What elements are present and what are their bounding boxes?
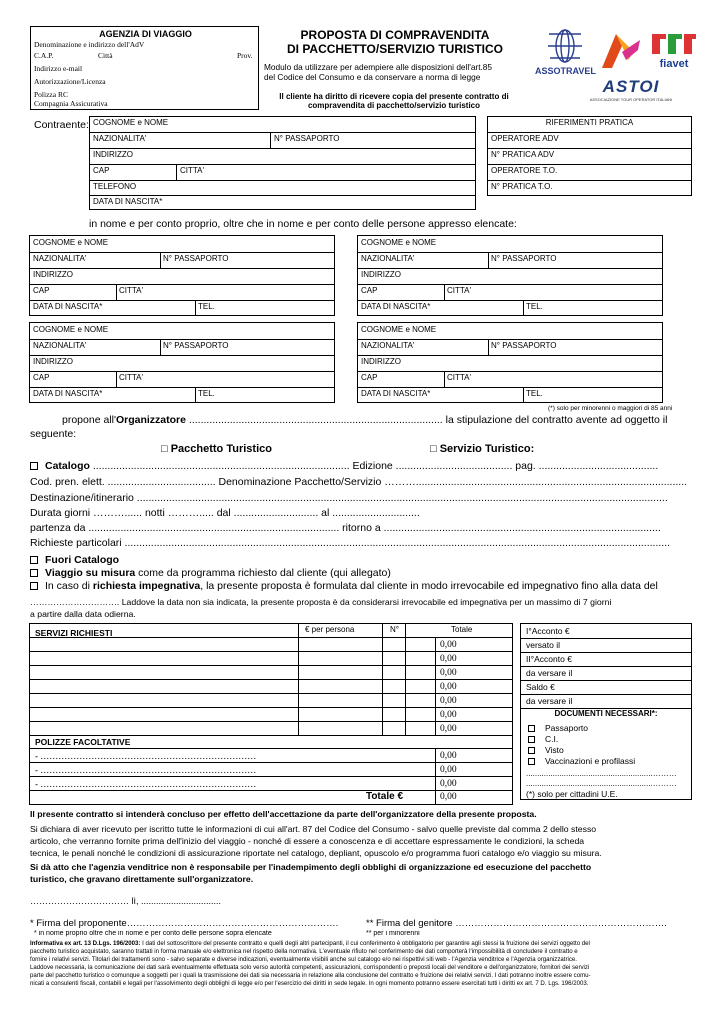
durata-line[interactable]: Durata giorni ………...... notti ………..... dal ............................. al .............................. <box>30 507 420 519</box>
person-cognome-field[interactable]: COGNOME e NOME <box>361 238 437 247</box>
astoi-subtext: ASSOCIAZIONE TOUR OPERATOR ITALIANI <box>589 97 673 102</box>
person-table <box>29 235 335 316</box>
riferimenti-operatore-adv[interactable]: OPERATORE ADV <box>491 134 559 143</box>
servizio-turistico-option[interactable]: □ Servizio Turistico: <box>430 443 535 455</box>
service-row-total[interactable]: 0,00 <box>440 682 457 692</box>
second-deposit-field[interactable]: II°Acconto € <box>526 654 572 664</box>
person-citta-field[interactable]: CITTA' <box>119 373 144 382</box>
riferimenti-title: RIFERIMENTI PRATICA <box>545 118 634 127</box>
agency-box <box>30 26 259 110</box>
docs-dots-1[interactable]: .........................................................……… <box>526 769 677 778</box>
person-table <box>357 322 663 403</box>
assotravel-logo <box>535 26 595 76</box>
services-col-price: € per persona <box>305 625 355 634</box>
contraente-passaporto-field[interactable]: N° PASSAPORTO <box>274 134 340 143</box>
person-tel-field[interactable]: TEL. <box>526 389 543 398</box>
astoi-text: ASTOI <box>602 77 660 96</box>
docs-note: (*) solo per cittadini U.E. <box>526 789 618 799</box>
contraente-table <box>89 116 476 210</box>
riferimenti-pratica-to[interactable]: N° PRATICA T.O. <box>491 182 553 191</box>
agency-insurer: Compagnia Assicurativa <box>34 99 108 108</box>
service-row-total[interactable]: 0,00 <box>440 668 457 678</box>
persons-intro: in nome e per conto proprio, oltre che in nome e per conto delle persone appresso elencate: <box>89 218 517 230</box>
service-row-total[interactable]: 0,00 <box>440 696 457 706</box>
person-nascita-field[interactable]: DATA DI NASCITA* <box>33 389 103 398</box>
contraente-nascita-field[interactable]: DATA DI NASCITA* <box>93 197 163 206</box>
fiavet-text: fiavet <box>659 58 689 70</box>
first-deposit-field[interactable]: I°Acconto € <box>526 626 570 636</box>
service-row-total[interactable]: 0,00 <box>440 710 457 720</box>
person-citta-field[interactable]: CITTA' <box>447 286 472 295</box>
header-text-2: del Codice del Consumo e da conservare a norma di legge <box>264 72 481 82</box>
policy-row-label[interactable]: - ……………………………………………………………… <box>35 765 257 775</box>
person-passaporto-field[interactable]: N° PASSAPORTO <box>163 341 229 350</box>
parent-signature-note: ** per i minorenni <box>366 930 420 937</box>
codpren-line[interactable]: Cod. pren. elett. ..................................... Denominazione Pacchetto/Servizio ………............................................................................................. <box>30 476 688 488</box>
riferimenti-pratica-adv[interactable]: N° PRATICA ADV <box>491 150 555 159</box>
person-nazionalita-field[interactable]: NAZIONALITA' <box>33 341 87 350</box>
data-line[interactable]: …………………………. Laddove la data non sia indicata, la presente proposta è da considerarsi irrevocabile ed impegnativa per un massimo di 7 giorni <box>30 597 612 607</box>
second-deposit-date-field[interactable]: da versare il <box>526 668 573 678</box>
policy-row-total[interactable]: 0,00 <box>440 779 457 789</box>
proposal-line-1: propone all'Organizzatore ....................................................................................... la stipulazione del contratto avente ad oggetto il <box>62 414 668 426</box>
balance-field[interactable]: Saldo € <box>526 682 555 692</box>
docs-title: DOCUMENTI NECESSARI*: <box>554 709 658 718</box>
grand-total-value[interactable]: 0,00 <box>440 792 457 802</box>
doc-item[interactable]: C.I. <box>525 733 691 744</box>
form-title-2: DI PACCHETTO/SERVIZIO TURISTICO <box>286 42 504 56</box>
services-col-n: N° <box>390 625 399 634</box>
person-cap-field[interactable]: CAP <box>33 286 50 295</box>
service-row-total[interactable]: 0,00 <box>440 724 457 734</box>
doc-item[interactable]: Vaccinazioni e profilassi <box>525 755 691 766</box>
proponent-signature-note: * in nome proprio oltre che in nome e per conto delle persone sopra elencate <box>34 930 272 937</box>
terms-p2-3: tecnica, le penali nonché le condizioni di assicurazione riportate nel catalogo, depliant, opuscolo e/o programma fuori catalogo e/o viaggio su misura. <box>30 848 602 858</box>
person-table <box>357 235 663 316</box>
agency-citta: Città <box>98 51 113 60</box>
balance-date-field[interactable]: da versare il <box>526 696 573 706</box>
doc-item[interactable]: Passaporto <box>525 722 691 733</box>
contraente-citta-field[interactable]: CITTA' <box>180 166 205 175</box>
terms-p3-1: Si dà atto che l'agenzia venditrice non è responsabile per l'inadempimento degli obblighi di organizzazione ed esecuzione del pacchetto <box>30 862 592 872</box>
person-passaporto-field[interactable]: N° PASSAPORTO <box>163 254 229 263</box>
parent-signature[interactable]: ** Firma del genitore …………………………………………………………. <box>366 918 667 929</box>
person-indirizzo-field[interactable]: INDIRIZZO <box>361 357 401 366</box>
proponent-signature[interactable]: * Firma del proponente…………………………………………………………. <box>30 918 339 929</box>
privacy-notice: Informativa ex art. 13 D.Lgs. 196/2003: I dati del sottoscrittore del presente contratto e quelli degli altri partecipanti, il cui conferimento è obbligatorio per garantire agli stessi la fruizione dei servizi oggetto del pacchetto turistico acquistato, saranno trattati in forma manuale e/o elettronica nel rispetto della normativa. L'eventuale rifiuto nel conferimento dei dati comporterà l'impossibilità di concludere il contratto e fornire i relativi servizi. Titolari dei trattamenti sono - salvo separate e diverse indicazioni, eventualmente visibili anche sul catalogo e/o nei rispettivi siti web - l'Agenzia venditrice e l'Agenzia organizzatrice. Laddove necessaria, la comunicazione dei dati sarà eventualmente effettuata solo verso autorità competenti, assicurazioni, corrispondenti o preposti locali del venditore e dell'organizzatore, fornitori dei servizi parte del pacchetto turistico o comunque a soggetti per i quali la trasmissione dei dati sia necessaria in relazione alla conclusione del contratto e fruizione dei relativi servizi. I dati potranno inoltre essere comu- nicati a consulenti fiscali, contabili e legali per l'assolvimento degli obblighi di legge e/o per l'esercizio dei diritti in sede legale. In ogni momento potranno essere esercitati tutti i diritti ex art. 7 D. Lgs. 196/2003. <box>30 940 591 987</box>
proposal-line-2: seguente: <box>30 428 77 440</box>
person-nascita-field[interactable]: DATA DI NASCITA* <box>33 302 103 311</box>
agency-license: Autorizzazione/Licenza <box>34 77 106 86</box>
astoi-logo <box>566 77 696 103</box>
assotravel-text: ASSOTRAVEL <box>535 66 596 76</box>
place-date-line[interactable]: …………………………… lì, ................................ <box>30 896 222 906</box>
viaggio-misura-line: Viaggio su misura come da programma richiesto dal cliente (qui allegato) <box>30 567 391 579</box>
person-nazionalita-field[interactable]: NAZIONALITA' <box>33 254 87 263</box>
fiavet-ribbon-logo <box>600 30 642 72</box>
service-row-total[interactable]: 0,00 <box>440 640 457 650</box>
riferimenti-table <box>487 116 692 196</box>
header-notice-1: Il cliente ha diritto di ricevere copia del presente contratto di <box>279 92 509 101</box>
contraente-cap-field[interactable]: CAP <box>93 166 110 175</box>
person-tel-field[interactable]: TEL. <box>198 302 215 311</box>
terms-p3-2: turistico, che gravano direttamente sull'organizzatore. <box>30 874 254 884</box>
viaggio-misura-checkbox[interactable] <box>30 569 38 577</box>
person-citta-field[interactable]: CITTA' <box>447 373 472 382</box>
services-col-total: Totale <box>451 625 473 634</box>
data-line-2: a partire dalla data odierna. <box>30 609 136 619</box>
services-table <box>29 623 513 805</box>
riferimenti-operatore-to[interactable]: OPERATORE T.O. <box>491 166 558 175</box>
terms-p1: Il presente contratto si intenderà concluso per effetto dell'accettazione da parte dell'organizzatore della presente proposta. <box>30 809 537 819</box>
person-cognome-field[interactable]: COGNOME e NOME <box>33 325 109 334</box>
person-indirizzo-field[interactable]: INDIRIZZO <box>33 270 73 279</box>
agency-prov: Prov. <box>237 51 253 60</box>
doc-checkbox[interactable] <box>528 725 535 732</box>
person-cap-field[interactable]: CAP <box>361 286 378 295</box>
pacchetto-turistico-option[interactable]: □ Pacchetto Turistico <box>161 443 272 455</box>
policy-row-label[interactable]: - ……………………………………………………………… <box>35 779 257 789</box>
doc-checkbox[interactable] <box>528 758 535 765</box>
person-passaporto-field[interactable]: N° PASSAPORTO <box>491 254 557 263</box>
doc-item[interactable]: Visto <box>525 744 691 755</box>
catalogo-line: Catalogo ........................................................................................ Edizione ........................................ pag. ......................................... <box>30 460 695 472</box>
fuori-catalogo-line: Fuori Catalogo <box>30 554 119 566</box>
persons-footnote: (*) solo per minorenni o maggiori di 85 anni <box>548 405 673 412</box>
services-title: SERVIZI RICHIESTI <box>35 628 113 638</box>
person-nazionalita-field[interactable]: NAZIONALITA' <box>361 341 415 350</box>
policy-row-total[interactable]: 0,00 <box>440 751 457 761</box>
person-cognome-field[interactable]: COGNOME e NOME <box>361 325 437 334</box>
agency-cap: C.A.P. <box>34 51 54 60</box>
docs-dots-2[interactable]: .........................................................……… <box>526 779 677 788</box>
grand-total-label: Totale € <box>365 791 403 802</box>
partenza-line[interactable]: partenza da ...................................................................................... ritorno a ............................................................................................... <box>30 522 661 534</box>
agency-title: AGENZIA DI VIAGGIO <box>99 29 192 39</box>
person-cap-field[interactable]: CAP <box>33 373 50 382</box>
richiesta-impegnativa-checkbox[interactable] <box>30 582 38 590</box>
richieste-line[interactable]: Richieste particolari ........................................................................................................................................................................................... <box>30 537 671 549</box>
person-nazionalita-field[interactable]: NAZIONALITA' <box>361 254 415 263</box>
contraente-indirizzo-field[interactable]: INDIRIZZO <box>93 150 133 159</box>
agency-name-line: Denominazione e indirizzo dell'AdV <box>34 40 145 49</box>
person-indirizzo-field[interactable]: INDIRIZZO <box>361 270 401 279</box>
destinazione-line[interactable]: Destinazione/itinerario ...................................................................................................................................................................................... <box>30 492 668 504</box>
contraente-telefono-field[interactable]: TELEFONO <box>93 182 137 191</box>
person-citta-field[interactable]: CITTA' <box>119 286 144 295</box>
richiesta-impegnativa-line: In caso di richiesta impegnativa, la presente proposta è formulata dal cliente in modo irrevocabile ed impegnativo fino alla data del <box>30 580 695 592</box>
contraente-label: Contraente: <box>34 119 89 131</box>
service-row-total[interactable]: 0,00 <box>440 654 457 664</box>
person-nascita-field[interactable]: DATA DI NASCITA* <box>361 389 431 398</box>
catalogo-checkbox[interactable] <box>30 462 38 470</box>
fiavet-logo <box>650 30 698 76</box>
terms-p2-1: Si dichiara di aver ricevuto per iscritto tutte le informazioni di cui all'art. 87 del Codice del Consumo - salvo quelle previste dal comma 2 dello stesso <box>30 824 597 834</box>
agency-email: Indirizzo e-mail <box>34 64 83 73</box>
contraente-cognome-field[interactable]: COGNOME e NOME <box>93 118 169 127</box>
fuori-catalogo-checkbox[interactable] <box>30 556 38 564</box>
doc-checkbox[interactable] <box>528 736 535 743</box>
doc-checkbox[interactable] <box>528 747 535 754</box>
person-nascita-field[interactable]: DATA DI NASCITA* <box>361 302 431 311</box>
form-title-1: PROPOSTA DI COMPRAVENDITA <box>300 28 490 42</box>
person-cap-field[interactable]: CAP <box>361 373 378 382</box>
person-cognome-field[interactable]: COGNOME e NOME <box>33 238 109 247</box>
first-deposit-date-field[interactable]: versato il <box>526 640 561 650</box>
header-notice-2: compravendita di pacchetto/servizio turistico <box>307 101 481 110</box>
terms-p2-2: articolo, che verranno fornite prima dell'inizio del viaggio - nonché di essere a conoscenza e di accettare espressamente le condizioni, la scheda <box>30 836 585 846</box>
policy-row-label[interactable]: - ……………………………………………………………… <box>35 751 257 761</box>
person-table <box>29 322 335 403</box>
person-tel-field[interactable]: TEL. <box>526 302 543 311</box>
contraente-nazionalita-field[interactable]: NAZIONALITA' <box>93 134 147 143</box>
person-tel-field[interactable]: TEL. <box>198 389 215 398</box>
person-indirizzo-field[interactable]: INDIRIZZO <box>33 357 73 366</box>
policy-row-total[interactable]: 0,00 <box>440 765 457 775</box>
payments-box <box>520 623 692 800</box>
person-passaporto-field[interactable]: N° PASSAPORTO <box>491 341 557 350</box>
policies-title: POLIZZE FACOLTATIVE <box>35 737 131 747</box>
header-text-1: Modulo da utilizzare per adempiere alle disposizioni dell'art.85 <box>264 62 493 72</box>
agency-policy: Polizza RC <box>34 90 68 99</box>
